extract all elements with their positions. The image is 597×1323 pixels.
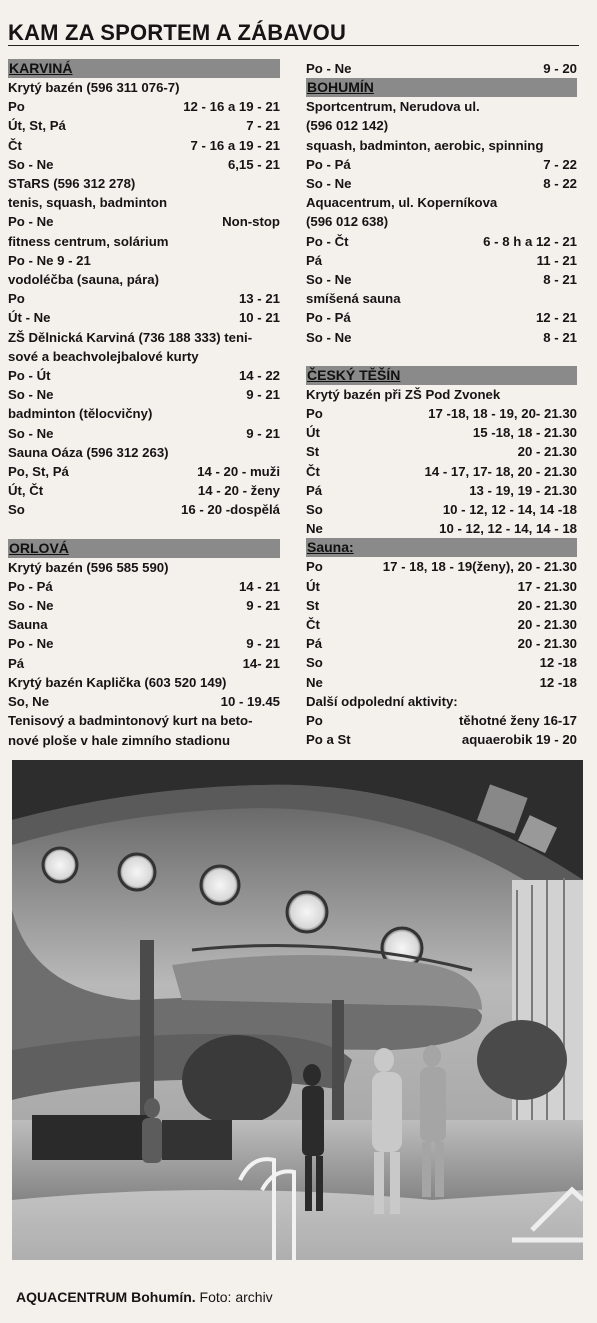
schedule-time: 14 - 20 - muži [197,464,280,480]
schedule-time: 14- 21 [242,655,280,671]
schedule-time: 9 - 21 [246,598,280,614]
schedule-day: Ne [306,674,323,690]
schedule-day: So [306,655,323,671]
schedule-day: Čt [306,463,320,479]
schedule-row [8,136,280,155]
schedule-day: So - Ne [8,598,54,614]
venue-line: Aquacentrum, ul. Koperníkova [306,195,498,211]
venue-line: STaRS (596 312 278) [8,176,136,192]
schedule-time: 17 -18, 18 - 19, 20- 21.30 [428,406,577,422]
schedule-day: Po - Pá [8,578,53,594]
schedule-time: 12 -18 [539,655,577,671]
venue-line: Krytý bazén při ZŠ Pod Zvonek [306,386,501,402]
venue-line: Krytý bazén (596 311 076-7) [8,80,180,95]
schedule-row [306,673,577,692]
schedule-day: So - Ne [8,425,54,441]
schedule-row [8,692,280,711]
venue-line: nové ploše v hale zimního stadionu [8,732,231,748]
schedule-row [8,366,280,385]
schedule-time: 20 - 21.30 [517,597,577,613]
aquacentrum-photo [12,760,583,1260]
schedule-day: So, Ne [8,694,50,710]
schedule-day: So - Ne [8,156,54,172]
schedule-day: So [306,502,323,518]
schedule-time: 9 - 21 [246,425,280,441]
venue-line: vodoléčba (sauna, pára) [8,272,159,288]
schedule-day: Po - Pá [306,156,351,172]
schedule-row [8,634,280,653]
schedule-day: Po - Út [8,368,51,384]
venue-line: Krytý bazén Kaplička (603 520 149) [8,674,227,690]
left-column [8,59,280,750]
page-title: KAM ZA SPORTEM A ZÁBAVOU [8,20,347,45]
schedule-row [306,634,577,653]
schedule-day: Pá [8,655,25,671]
schedule-day: So - Ne [8,387,54,403]
venue-line: (596 012 142) [306,118,389,134]
schedule-row [306,557,577,576]
venue-line: tenis, squash, badminton [8,195,167,211]
schedule-row [8,155,280,174]
schedule-time: 15 -18, 18 - 21.30 [472,425,577,441]
schedule-row [8,424,280,443]
schedule-day: Út, Čt [8,483,44,499]
schedule-time: 20 - 21.30 [517,636,577,652]
section-header: ČESKÝ TĚŠÍN [306,366,577,385]
schedule-time: 7 - 21 [246,118,280,134]
section-spacer [306,347,577,366]
schedule-row [306,462,577,481]
schedule-row [306,174,577,193]
venue-line: sové a beachvolejbalové kurty [8,348,199,364]
schedule-time: 20 - 21.30 [517,444,577,460]
schedule-time: aquaerobik 19 - 20 [461,732,577,748]
schedule-day: St [306,597,320,613]
schedule-row [306,328,577,347]
schedule-day: Po - Ne [306,61,352,76]
section-header: KARVINÁ [8,59,280,78]
caption-credit: Foto: archiv [199,1289,273,1305]
section-spacer [8,520,280,539]
venue-line: Sauna [8,617,48,633]
venue-line: ZŠ Dělnická Karviná (736 188 333) teni- [8,329,253,345]
schedule-day: Út [306,578,320,594]
schedule-time: 14 - 22 [238,368,280,384]
schedule-time: 8 - 21 [543,272,577,288]
schedule-day: St [306,444,320,460]
schedule-row [8,654,280,673]
schedule-time: 7 - 22 [543,156,577,172]
venue-line: fitness centrum, solárium [8,233,169,249]
schedule-time: těhotné ženy 16-17 [459,713,577,729]
schedule-time: 13 - 19, 19 - 21.30 [469,482,577,498]
schedule-time: 9 - 21 [246,636,280,652]
schedule-time: 8 - 21 [543,329,577,345]
pool-hall-image [12,760,583,1260]
schedule-time: 11 - 21 [536,252,577,268]
schedule-day: So - Ne [306,176,352,192]
schedule-row [306,251,577,270]
schedule-time: 17 - 18, 18 - 19(ženy), 20 - 21.30 [382,559,577,575]
schedule-row [8,308,280,327]
schedule-time: 10 - 12, 12 - 14, 14 -18 [442,502,577,518]
schedule-day: So - Ne [306,329,352,345]
schedule-time: 16 - 20 -dospělá [181,502,280,518]
schedule-day: Út, St, Pá [8,118,66,134]
venue-line: smíšená sauna [306,291,401,307]
schedule-row [306,577,577,596]
schedule-time: 12 -18 [539,674,577,690]
schedule-time: 20 - 21.30 [517,617,577,633]
schedule-time: 12 - 21 [535,310,577,326]
schedule-day: So [8,502,25,518]
schedule-day: Po [306,406,323,422]
schedule-time: 10 - 21 [238,310,280,326]
section-header: Sauna: [306,538,577,557]
schedule-row [306,519,577,538]
schedule-time: 14 - 21 [238,578,280,594]
schedule-row [8,481,280,500]
schedule-row [306,59,577,78]
section-header: ORLOVÁ [8,539,280,558]
schedule-day: Po a St [306,732,351,748]
venue-line: Tenisový a badmintonový kurt na beto- [8,713,253,729]
schedule-day: Po, St, Pá [8,464,69,480]
schedule-time: 9 - 21 [246,387,280,403]
schedule-day: Po [306,713,323,729]
schedule-day: Po [306,559,323,575]
schedule-time: 10 - 19.45 [220,694,280,710]
schedule-day: Pá [306,252,323,268]
schedule-row [306,155,577,174]
schedule-row [306,596,577,615]
schedule-row [306,711,577,730]
schedule-day: Po - Ne [8,636,54,652]
venue-line: Sauna Oáza (596 312 263) [8,444,169,460]
schedule-time: 12 - 16 a 19 - 21 [183,99,280,115]
schedule-day: Ne [306,521,323,537]
schedule-row [306,481,577,500]
schedule-time: 6,15 - 21 [227,156,280,172]
schedule-day: Čt [306,617,320,633]
schedule-row [306,423,577,442]
schedule-time: 8 - 22 [543,176,577,192]
schedule-row [8,116,280,135]
schedule-row [306,730,577,749]
schedule-row [306,442,577,461]
schedule-day: Po - Čt [306,233,349,249]
schedule-row [8,289,280,308]
schedule-row [306,232,577,251]
schedule-row [8,462,280,481]
schedule-day: Po [8,99,25,115]
schedule-row [306,500,577,519]
venue-line: Po - Ne 9 - 21 [8,252,91,268]
schedule-row [8,97,280,116]
venue-line: Sportcentrum, Nerudova ul. [306,99,480,115]
venue-line: Další odpolední aktivity: [306,693,458,709]
schedule-time: 14 - 20 - ženy [197,483,280,499]
schedule-day: Út - Ne [8,310,51,326]
right-column [306,59,577,750]
schedule-day: Po - Pá [306,310,351,326]
schedule-row [306,615,577,634]
schedule-row [8,500,280,519]
schedule-day: Pá [306,636,323,652]
schedule-row [8,577,280,596]
schedule-day: Út [306,425,320,441]
photo-caption [16,1287,273,1307]
schedule-time: 7 - 16 a 19 - 21 [190,137,280,153]
schedule-time: 17 - 21.30 [517,578,577,594]
schedule-row [306,270,577,289]
venue-line: Krytý bazén (596 585 590) [8,559,169,575]
schedule-row [8,596,280,615]
venue-line: (596 012 638) [306,214,389,230]
title-rule [8,45,579,46]
schedule-day: Pá [306,482,323,498]
schedule-time: 9 - 20 [543,61,577,76]
schedule-row [306,653,577,672]
schedule-day: Čt [8,137,22,153]
schedule-day: So - Ne [306,272,352,288]
venue-line: squash, badminton, aerobic, spinning [306,137,544,153]
venue-line: badminton (tělocvičny) [8,406,153,422]
caption-bold: AQUACENTRUM Bohumín. [16,1289,196,1305]
schedule-time: Non-stop [222,214,280,230]
schedule-time: 13 - 21 [238,291,280,307]
section-header: BOHUMÍN [306,78,577,97]
schedule-time: 10 - 12, 12 - 14, 14 - 18 [439,521,577,537]
schedule-day: Po - Ne [8,214,54,230]
schedule-row [306,404,577,423]
schedule-row [306,308,577,327]
schedule-day: Po [8,291,25,307]
schedule-time: 6 - 8 h a 12 - 21 [483,233,577,249]
schedule-row [8,212,280,231]
schedule-time: 14 - 17, 17- 18, 20 - 21.30 [424,463,577,479]
schedule-row [8,385,280,404]
